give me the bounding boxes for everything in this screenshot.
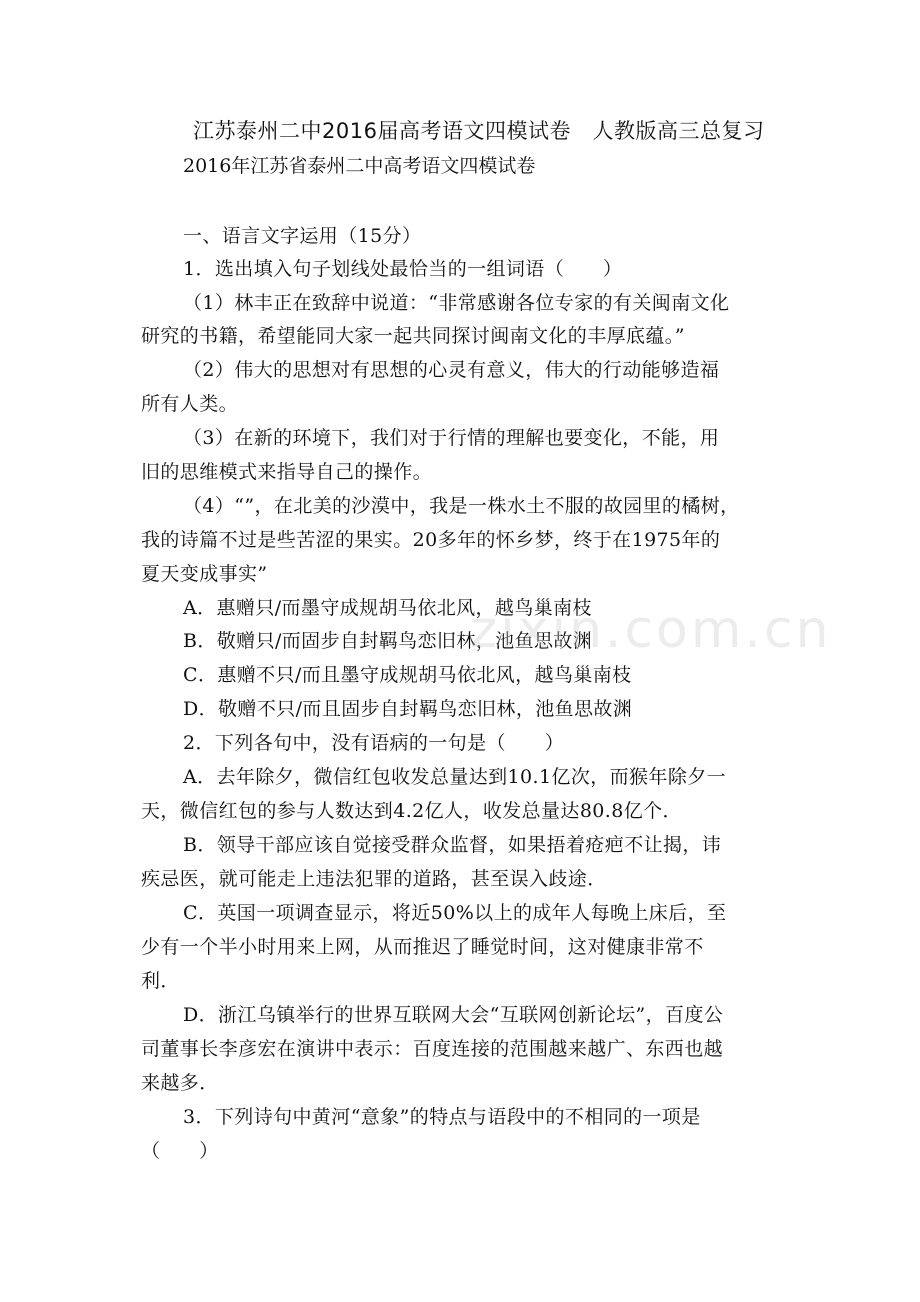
question-2-option-d-end: 来越多． (141, 1072, 219, 1094)
question-1-stem: 1．选出填入句子划线处最恰当的一组词语（ ） (183, 258, 623, 280)
question-2-option-c-cont: 少有一个半小时用来上网，从而推迟了睡觉时间，这对健康非常不 (141, 936, 704, 958)
question-1-option-b: B．敬赠只/而固步自封羁鸟恋旧林，池鱼思故渊 (183, 630, 593, 652)
watermark: zixin.com.cn (470, 600, 832, 660)
question-1-sentence-2-cont: 所有人类。 (141, 393, 239, 415)
question-1-sentence-2: （2）伟大的思想对有思想的心灵有意义，伟大的行动能够造福 (183, 359, 720, 381)
question-2-option-c: C．英国一项调查显示，将近50%以上的成年人每晚上床后，至 (183, 902, 727, 924)
question-1-sentence-4-end: 夏天变成事实” (141, 563, 268, 585)
question-1-option-a: A．惠赠只/而墨守成规胡马依北风，越鸟巢南枝 (183, 597, 592, 619)
question-1-option-d: D．敬赠不只/而且固步自封羁鸟恋旧林，池鱼思故渊 (183, 698, 633, 720)
question-1-sentence-4: （4）“”，在北美的沙漠中，我是一株水土不服的故园里的橘树， (183, 495, 740, 517)
question-2-option-c-end: 利． (141, 970, 180, 992)
question-2-option-a: A．去年除夕，微信红包收发总量达到10.1亿次，而猴年除夕一 (183, 766, 727, 788)
question-3-stem: 3．下列诗句中黄河“意象”的特点与语段中的不相同的一项是 (183, 1106, 701, 1128)
document-title: 2016年江苏省泰州二中高考语文四模试卷 (183, 155, 536, 177)
question-2-option-b: B．领导干部应该自觉接受群众监督，如果捂着疮疤不让揭，讳 (183, 834, 722, 856)
question-1-sentence-4-cont: 我的诗篇不过是些苦涩的果实。20多年的怀乡梦，终于在1975年的 (141, 529, 721, 551)
question-1-sentence-3: （3）在新的环境下，我们对于行情的理解也要变化，不能，用 (183, 427, 720, 449)
question-1-sentence-1: （1）林丰正在致辞中说道：“非常感谢各位专家的有关闽南文化 (183, 292, 730, 314)
page-header-title: 江苏泰州二中2016届高考语文四模试卷 人教版高三总复习 (193, 119, 765, 143)
question-2-stem: 2．下列各句中，没有语病的一句是（ ） (183, 732, 565, 754)
question-1-option-c: C．惠赠不只/而且墨守成规胡马依北风，越鸟巢南枝 (183, 664, 632, 686)
question-3-stem-cont: （ ） (141, 1140, 219, 1162)
question-2-option-d: D．浙江乌镇举行的世界互联网大会“互联网创新论坛”，百度公 (183, 1004, 724, 1026)
question-2-option-d-cont: 司董事长李彦宏在演讲中表示：百度连接的范围越来越广、东西也越 (141, 1038, 724, 1060)
question-1-sentence-3-cont: 旧的思维模式来指导自己的操作。 (141, 461, 433, 483)
question-2-option-a-cont: 天，微信红包的参与人数达到4.2亿人，收发总量达80.8亿个． (141, 800, 682, 822)
section-heading: 一、语言文字运用（15分） (183, 225, 422, 247)
question-2-option-b-cont: 疾忌医，就可能走上违法犯罪的道路，甚至误入歧途． (141, 868, 607, 890)
question-1-sentence-1-cont: 研究的书籍，希望能同大家一起共同探讨闽南文化的丰厚底蕴。” (141, 325, 685, 347)
